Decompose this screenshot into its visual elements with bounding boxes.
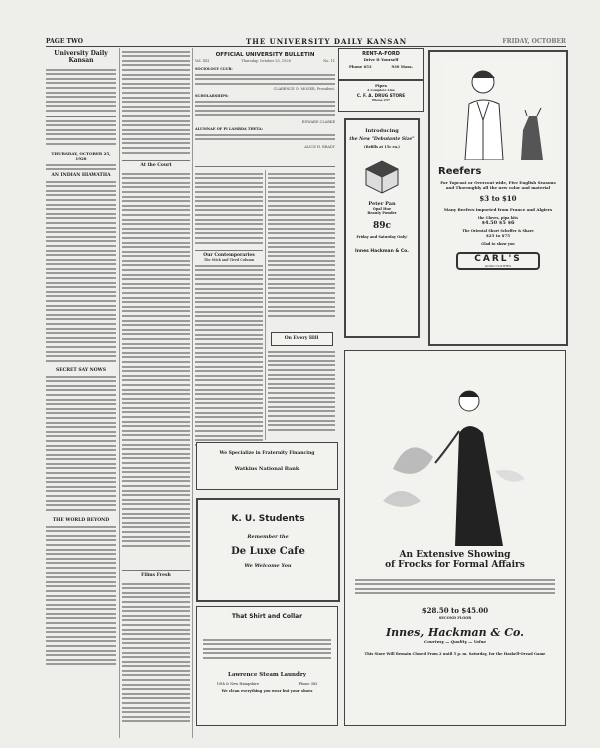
heading-secret-say-nows: SECRET SAY NOWS [56, 368, 106, 373]
reefers-sizes: the Gloves, pipa kits [478, 216, 518, 220]
bulletin-notice-3 [195, 131, 335, 145]
debutante-desc2: Beauty Powder [367, 211, 397, 215]
date-line: FRIDAY, OCTOBER [502, 38, 566, 45]
divider [195, 250, 263, 251]
ad-rent-a-ford [338, 48, 424, 80]
laundry-phone: Phone 383 [298, 682, 318, 686]
bulletin-info [195, 59, 335, 63]
rentford-address: 930 Mass. [391, 64, 414, 69]
laundry-name: Lawrence Steam Laundry [227, 672, 306, 678]
bulletin-volume: Vol. XXI [195, 59, 210, 63]
on-every-hill-box [271, 332, 333, 346]
laundry-body [203, 636, 331, 662]
bulletin-heading-sociology: SOCIOLOGY CLUB: [195, 67, 233, 71]
bulletin-sig-3: ALICE H. BRADY [304, 145, 335, 149]
column-four [268, 170, 335, 438]
delux-remember: Remember the [247, 534, 289, 540]
column-editorial [46, 48, 116, 673]
bulletin-notice-1 [195, 71, 335, 87]
rentford-phone: Phone 653 [348, 64, 372, 69]
article-contemporaries [195, 262, 263, 457]
watkins-line1: We Specialize in Fraternity Financing [219, 451, 315, 456]
frocks-line2: of Frocks for Formal Affairs [385, 560, 525, 570]
frocks-footer: This Store Will Remain Closed From 2 until 5 p. m. Saturday, for the Haskell-Oread Game [364, 652, 546, 656]
column-two [122, 48, 190, 730]
column-rule [192, 48, 193, 738]
contemporaries-sub: The Stick and Tired Column [203, 258, 255, 262]
bulletin-heading-pi-lambda-theta: ALUMNAE OF PI LAMBDA THETA: [195, 127, 263, 131]
carls-brand-sub: GOOD CLOTHES [484, 264, 512, 268]
delux-welcome: We Welcome You [244, 563, 292, 569]
delux-title: K. U. Students [231, 514, 305, 524]
heading-contemporaries: Our Contemporaries [203, 253, 255, 258]
pipes-line: A Complete Line [367, 88, 395, 92]
header-rule [46, 46, 566, 47]
powder-box-icon [360, 155, 404, 195]
article-world [46, 523, 116, 673]
article-continued [122, 48, 190, 160]
debutante-intro: Introducing [365, 128, 399, 134]
man-in-coat-illustration [443, 60, 553, 160]
carls-logo [456, 252, 540, 270]
reefers-imported: Many Reefers imported from France and Algiers [443, 207, 553, 212]
column-rule [119, 48, 120, 738]
article-films [122, 580, 190, 730]
masthead: THE UNIVERSITY DAILY KANSAN [246, 37, 408, 46]
page-header [46, 36, 566, 46]
debutante-sale: Friday and Saturday Only! [356, 235, 408, 239]
editorial-date: THURSDAY, OCTOBER 25, 1928 [51, 151, 111, 161]
article-col4 [268, 170, 335, 330]
official-bulletin [195, 48, 335, 149]
reefers-short: The Oriental Short Scheffer & Share [462, 229, 534, 233]
divider [122, 160, 190, 161]
reefers-title: Reefers [438, 166, 482, 177]
debutante-name: the New "Debutante Size" [349, 137, 415, 142]
bulletin-date: Thursday, October 25, 1928 [241, 59, 291, 63]
page-label: PAGE TWO [46, 38, 83, 45]
debutante-desc1: Opal Hue [372, 207, 392, 211]
heading-world-beyond: THE WORLD BEYOND [52, 518, 110, 523]
bulletin-title: OFFICIAL UNIVERSITY BULLETIN [215, 52, 315, 58]
ad-debutante-powder [344, 118, 420, 338]
column-three [195, 170, 263, 457]
watkins-name: Watkins National Bank [234, 466, 300, 472]
laundry-address: 10th & New Hampshire [216, 682, 260, 686]
frocks-body [355, 576, 555, 600]
laundry-contact [197, 682, 337, 686]
bulletin-sig-1: CLARENCE O. MOSER, President. [273, 87, 335, 91]
rentford-contact [339, 64, 423, 69]
ad-reefers [428, 50, 568, 346]
bulletin-heading-scholarships: SCHOLARSHIPS: [195, 94, 229, 98]
pipes-title: Pipes [374, 83, 388, 88]
article-col3 [195, 170, 263, 250]
article-indian [46, 178, 116, 368]
rentford-title: RENT-A-FORD [362, 51, 400, 57]
heading-at-the-court: At the Court [140, 163, 172, 168]
paper-title: University Daily Kansan [54, 50, 108, 64]
reefers-price: $3 to $10 [479, 194, 517, 203]
pipes-phone: Phone 237 [372, 98, 390, 102]
debutante-store: Innes Hackman & Co. [355, 249, 409, 254]
bulletin-number: No. 11 [323, 59, 335, 63]
delux-name: De Luxe Cafe [231, 546, 305, 557]
ad-watkins-bank [196, 442, 338, 490]
frocks-store: Innes, Hackman & Co. [386, 626, 524, 639]
heading-films-fresh: Films Fresh [141, 573, 171, 578]
debutante-note: (Refills at 15c ea.) [364, 145, 400, 149]
debutante-product: Peter Pan [368, 201, 396, 207]
ad-de-luxe-cafe [196, 498, 340, 602]
rentford-tagline: Drive It Yourself [363, 57, 399, 62]
editorial-intro [46, 161, 116, 173]
divider [46, 116, 116, 117]
frocks-floor: SECOND FLOOR [438, 616, 472, 620]
debutante-price: 89c [372, 221, 391, 231]
staff-list-2 [46, 117, 116, 147]
frocks-price: $28.50 to $45.00 [421, 606, 489, 615]
pipes-store: C. F. A. DRUG STORE [356, 93, 406, 98]
staff-list [46, 66, 116, 116]
carls-brand: CARL'S [474, 254, 522, 264]
reefers-prices2: $4.50 $5 $6 [481, 220, 515, 226]
bulletin-notice-2 [195, 98, 335, 120]
reefers-glad: Glad to show you [481, 242, 515, 246]
ad-pipes [338, 80, 424, 112]
article-hill [268, 348, 335, 438]
article-secret [46, 373, 116, 518]
heading-on-every-hill: On Every Hill [284, 336, 319, 341]
column-rule [265, 170, 266, 440]
laundry-title: That Shirt and Collar [231, 613, 303, 620]
woman-in-gown-illustration [375, 371, 535, 546]
laundry-tagline: We clean everything you wear but your shoes [221, 689, 313, 693]
frocks-tagline: Courtesy — Quality — Value [424, 639, 486, 644]
divider [122, 570, 190, 571]
ad-steam-laundry [196, 606, 338, 726]
article-court [122, 170, 190, 570]
bulletin-sig-2: EDWARD CLARKE [301, 120, 335, 124]
frocks-line1: An Extensive Showing [399, 550, 511, 560]
bulletin-rule [195, 166, 335, 167]
reefers-sub: For Topcoat or Overcoat wide, Five English Seasons and Thoroughly all the new color and material [440, 180, 556, 190]
ad-formal-frocks [344, 350, 566, 726]
reefers-more: $25 to $75 [486, 233, 510, 238]
heading-indian-hiawatha: AN INDIAN HIAWATHA [51, 173, 111, 178]
